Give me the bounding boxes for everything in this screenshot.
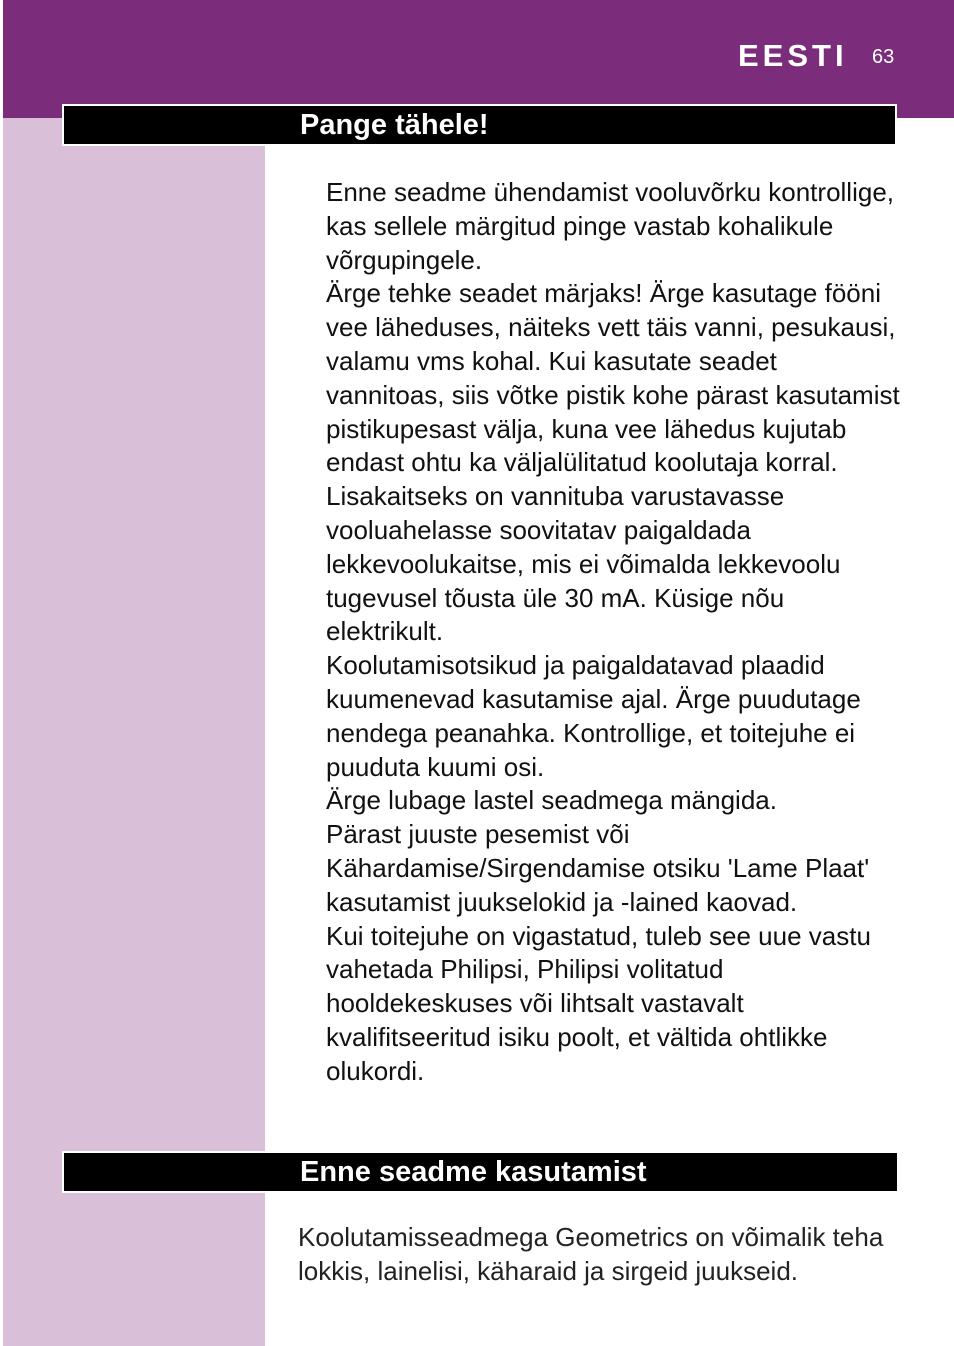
warning-item: Kui toitejuhe on vigastatud, tuleb see uue vastu vahetada Philipsi, Philipsi volitatud hooldekeskuses või lihtsalt vastavalt kvalifitseeritud isiku poolt, et vältida ohtlikke olukordi.: [326, 920, 871, 1086]
warning-item: Ärge tehke seadet märjaks! Ärge kasutage fööni vee läheduses, näiteks vett täis vanni, pesukausi, valamu vms kohal. Kui kasutate seadet vannitoas, siis võtke pistik kohe pärast kasutamist pistikupesast välja, kuna vee lähedus kujutab endast ohtu ka väljalülitatud koolutaja korral.: [326, 278, 900, 478]
warning-item: Enne seadme ühendamist vooluvõrku kontrollige, kas sellele märgitud pinge vastab kohalikule võrgupingele.: [326, 177, 895, 275]
warning-item: Ärge lubage lastel seadmega mängida.: [326, 785, 777, 816]
section-header-before-use: [62, 1151, 899, 1193]
section-title-warnings: Pange tähele!: [300, 109, 489, 141]
warning-item: Pärast juuste pesemist või Kähardamise/Sirgendamise otsiku 'Lame Plaat' kasutamist juukselokid ja -lained kaovad.: [326, 819, 870, 917]
page-number: 63: [872, 46, 895, 68]
language-label: EESTI: [738, 38, 848, 73]
warning-list: [326, 176, 901, 1089]
section-title-before-use: Enne seadme kasutamist: [300, 1156, 647, 1188]
section-header-warnings: [62, 104, 897, 146]
intro-paragraph: Koolutamisseadmega Geometrics on võimalik teha lokkis, lainelisi, käharaid ja sirgeid juukseid.: [298, 1222, 884, 1286]
warning-item: Koolutamisotsikud ja paigaldatavad plaadid kuumenevad kasutamise ajal. Ärge puudutage nendega peanahka. Kontrollige, et toitejuhe ei puuduta kuumi osi.: [326, 650, 861, 782]
warning-item: Lisakaitseks on vannituba varustavasse vooluahelasse soovitatav paigaldada lekkevoolukaitse, mis ei võimalda lekkevoolu tugevusel tõusta üle 30 mA. Küsige nõu elektrikult.: [326, 481, 841, 647]
